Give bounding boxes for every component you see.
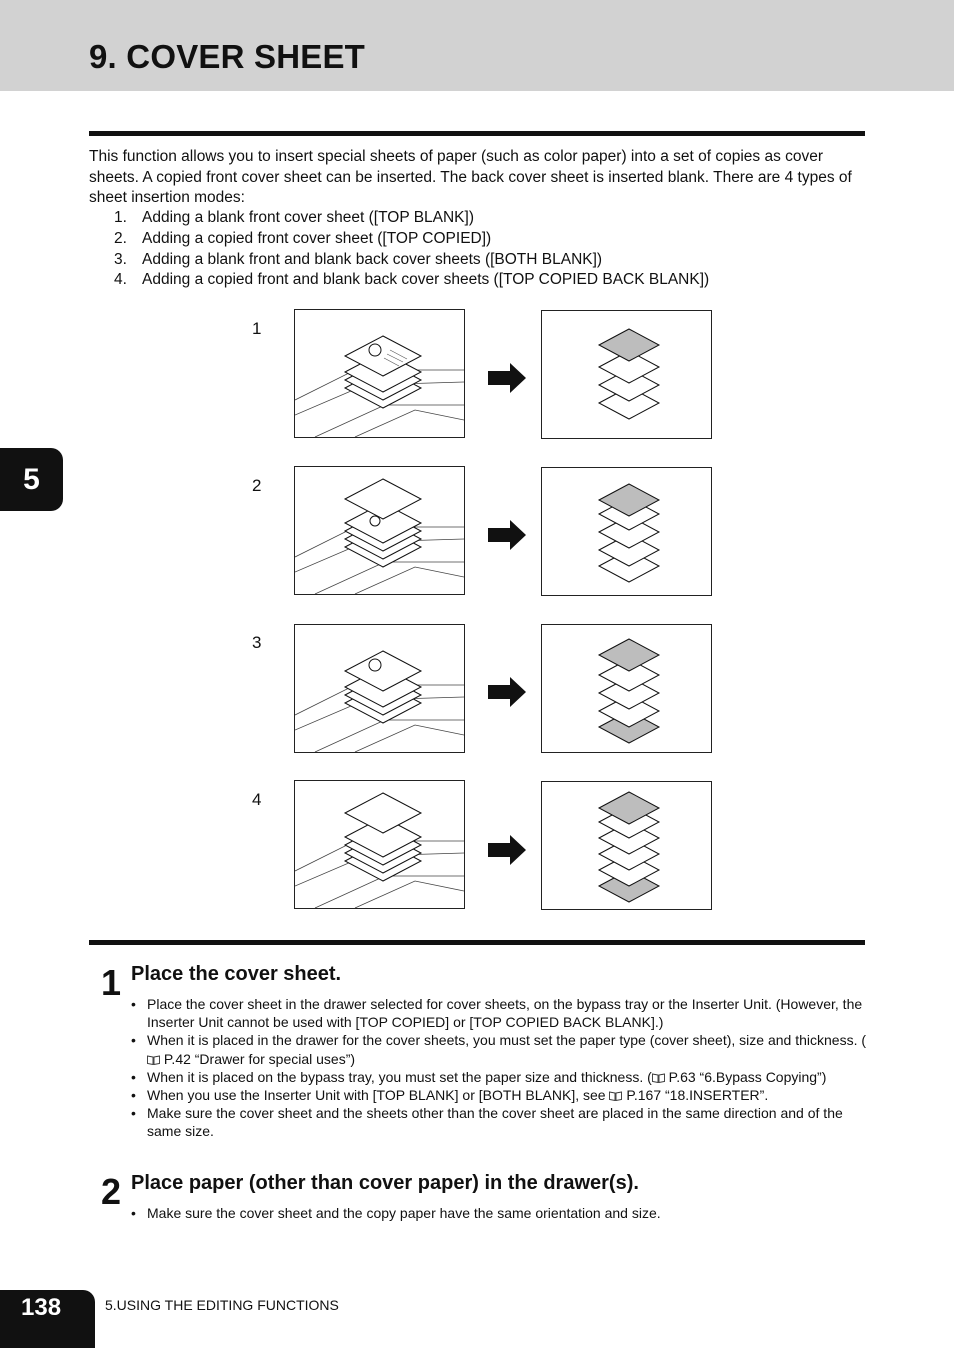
original-stack-illustration <box>294 309 465 438</box>
section-rule-top <box>89 131 865 136</box>
output-stack-illustration <box>541 467 712 596</box>
copier-with-originals-icon <box>295 625 464 752</box>
figure-row-number-3: 3 <box>252 633 262 652</box>
figure-row-number-4: 4 <box>252 790 262 809</box>
mode-number: 1. <box>114 209 127 226</box>
step-title-2: Place paper (other than cover paper) in the drawer(s). <box>131 1172 639 1194</box>
original-stack-illustration <box>294 466 465 595</box>
output-stack-illustration <box>541 310 712 439</box>
chapter-tab: 5 <box>0 448 63 511</box>
page-title: 9. COVER SHEET <box>89 38 366 75</box>
step-1-bullets <box>131 995 869 1141</box>
footer-chapter-title: 5.USING THE EDITING FUNCTIONS <box>105 1297 339 1313</box>
bullet-text[interactable]: P.63 “6.Bypass Copying”) <box>664 1068 827 1085</box>
copier-with-originals-icon <box>295 467 464 594</box>
intro-paragraph: This function allows you to insert special sheets of paper (such as color paper) into a set of copies as cover sheets. A copied front cover sheet can be inserted. The back cover sheet is inserted blank. There are 4 types of sheet insertion modes: <box>89 148 852 206</box>
bullet-item: • Make sure the cover sheet and the sheets other than the cover sheet are placed in the same direction and of the same size. <box>131 1104 869 1140</box>
output-stack-illustration <box>541 781 712 910</box>
output-stack-icon <box>542 311 711 438</box>
arrow-right-icon <box>488 835 526 865</box>
mode-number: 2. <box>114 229 127 247</box>
section-rule-steps <box>89 940 865 945</box>
figure-row-number-2: 2 <box>252 476 262 495</box>
mode-item <box>114 250 709 271</box>
book-reference-icon <box>652 1073 665 1083</box>
mode-list <box>114 208 709 291</box>
book-reference-icon <box>147 1055 160 1065</box>
mode-item <box>114 229 709 250</box>
step-title-1: Place the cover sheet. <box>131 963 342 985</box>
arrow-right-icon <box>488 520 526 550</box>
bullet-item <box>131 1086 869 1104</box>
output-stack-icon <box>542 625 711 752</box>
bullet-text[interactable]: P.42 “Drawer for special uses”) <box>160 1050 356 1067</box>
mode-item <box>114 208 709 229</box>
bullet-text[interactable]: P.167 “18.INSERTER”. <box>622 1087 769 1104</box>
mode-text: Adding a blank front cover sheet ([TOP BLANK]) <box>142 209 474 226</box>
original-stack-illustration <box>294 780 465 909</box>
page-number: 138 <box>21 1294 62 1321</box>
copier-with-originals-icon <box>295 781 464 908</box>
original-stack-illustration <box>294 624 465 753</box>
arrow-right-icon <box>488 677 526 707</box>
mode-item <box>114 270 709 291</box>
bullet-item <box>131 1068 869 1086</box>
arrow-right-icon <box>488 363 526 393</box>
bullet-text: When you use the Inserter Unit with [TOP BLANK] or [BOTH BLANK], see <box>147 1087 610 1104</box>
output-stack-icon <box>542 468 711 595</box>
step-2-bullets <box>131 1204 869 1222</box>
mode-text: Adding a copied front cover sheet ([TOP COPIED]) <box>142 229 492 247</box>
mode-text: Adding a copied front and blank back cover sheets ([TOP COPIED BACK BLANK]) <box>142 271 710 289</box>
copier-with-originals-icon <box>295 310 464 437</box>
bullet-text: When it is placed in the drawer for the cover sheets, you must set the paper type (cover sheet), size and thickness. ( <box>147 1032 867 1049</box>
bullet-item: • Make sure the cover sheet and the copy paper have the same orientation and size. <box>131 1204 869 1222</box>
output-stack-icon <box>542 782 711 909</box>
output-stack-illustration <box>541 624 712 753</box>
bullet-item: • Place the cover sheet in the drawer selected for cover sheets, on the bypass tray or the Inserter Unit. (However, the Inserter Unit cannot be used with [TOP COPIED] or [TOP COPIED BACK BLANK].) <box>131 995 869 1031</box>
mode-number: 4. <box>114 271 127 289</box>
bullet-item <box>131 1031 869 1067</box>
figure-row-number-1: 1 <box>252 319 262 338</box>
mode-text: Adding a blank front and blank back cover sheets ([BOTH BLANK]) <box>142 250 603 268</box>
book-reference-icon <box>609 1091 622 1101</box>
page-number-tab <box>0 1290 95 1348</box>
step-number-2: 2 <box>101 1171 122 1212</box>
bullet-text: When it is placed on the bypass tray, you must set the paper size and thickness. ( <box>147 1068 652 1085</box>
step-number-1: 1 <box>101 962 122 1003</box>
mode-number: 3. <box>114 250 127 268</box>
